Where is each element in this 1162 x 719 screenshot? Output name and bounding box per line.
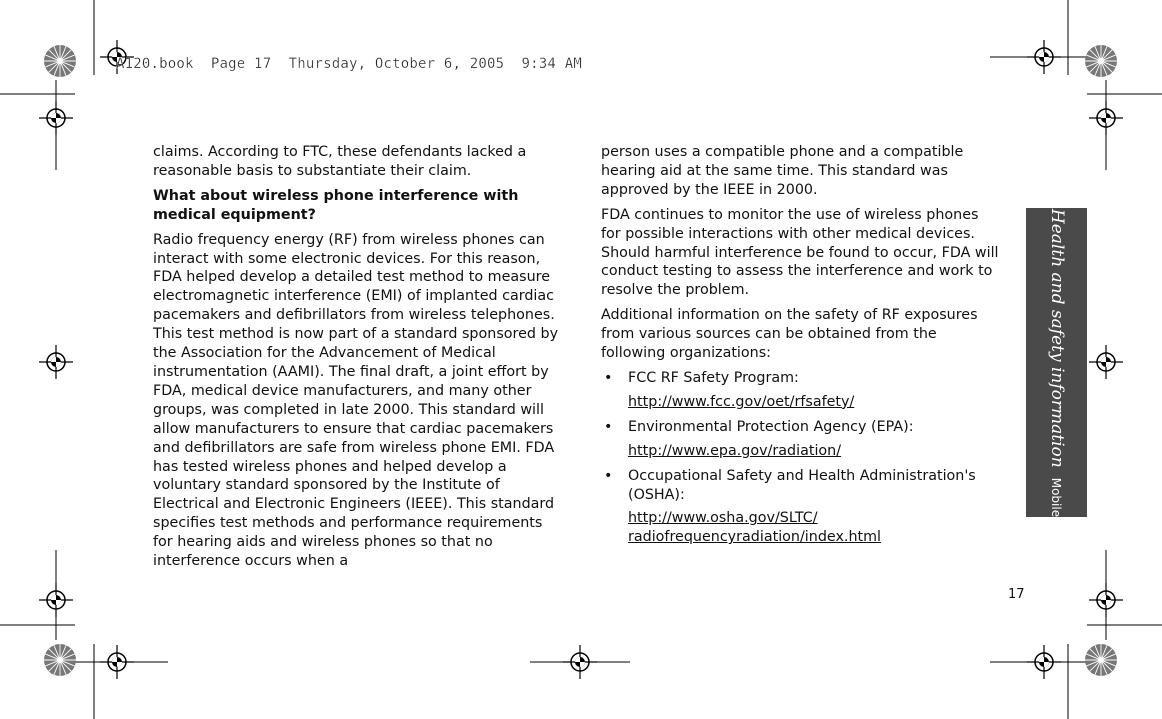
bullet-glyph: • — [604, 418, 613, 435]
intro-paragraph: claims. According to FTC, these defendants lacked a reasonable basis to substantiate their claim. — [153, 144, 527, 179]
organization-name: Environmental Protection Agency (EPA): — [628, 418, 914, 435]
osha-link[interactable] — [628, 509, 1001, 547]
osha-link-line-2: radiofrequencyradiation/index.html — [628, 529, 882, 546]
list-item-epa — [601, 418, 1001, 461]
organization-list — [601, 369, 1001, 547]
page-number: 17 — [1008, 587, 1025, 602]
paragraph-fda-monitoring: FDA continues to monitor the use of wireless phones for possible interactions with other medical devices. Should harmful interference be found to occur, FDA will conduct testing to assess the interference and work to resolve the problem. — [601, 206, 999, 299]
print-header: A120.book Page 17 Thursday, October 6, 2005 9:34 AM — [116, 56, 582, 72]
side-tab-subtitle: Mobile — [1048, 477, 1063, 517]
side-tab-text — [1047, 208, 1067, 516]
side-tab-title: Health and safety information — [1046, 208, 1067, 468]
list-item-fcc — [601, 369, 1001, 412]
section-heading: What about wireless phone interference with medical equipment? — [153, 187, 519, 223]
epa-link[interactable]: http://www.epa.gov/radiation/ — [628, 442, 842, 459]
chapter-side-tab — [1026, 208, 1087, 517]
left-column — [153, 143, 563, 577]
bullet-glyph: • — [604, 369, 613, 386]
organization-name: Occupational Safety and Health Administration's (OSHA): — [628, 467, 976, 503]
right-column — [601, 143, 1001, 551]
bullet-glyph: • — [604, 467, 613, 484]
list-item-osha — [601, 467, 1001, 548]
paragraph-additional-info: Additional information on the safety of RF exposures from various sources can be obtained from the following organizations: — [601, 307, 978, 362]
fcc-link[interactable]: http://www.fcc.gov/oet/rfsafety/ — [628, 393, 855, 410]
body-paragraph: Radio frequency energy (RF) from wireless phones can interact with some electronic devices. For this reason, FDA helped develop a detailed test method to measure electromagnetic interference (EMI) of implanted cardiac pacemakers and defibrillators from wireless telephones. This test method is now part of a standard sponsored by the Association for the Advancement of Medical instrumentation (AAMI). The final draft, a joint effort by FDA, medical device manufacturers, and many other groups, was completed in late 2000. This standard will allow manufacturers to ensure that cardiac pacemakers and defibrillators are safe from wireless phone EMI. FDA has tested wireless phones and helped develop a voluntary standard sponsored by the Institute of Electrical and Electronic Engineers (IEEE). This standard specifies test methods and performance requirements for hearing aids and wireless phones so that no interference occurs when a — [153, 231, 559, 570]
organization-name: FCC RF Safety Program: — [628, 369, 799, 386]
osha-link-line-1: http://www.osha.gov/SLTC/ — [628, 510, 818, 527]
paragraph-hearing-aid: person uses a compatible phone and a compatible hearing aid at the same time. This standard was approved by the IEEE in 2000. — [601, 144, 964, 198]
